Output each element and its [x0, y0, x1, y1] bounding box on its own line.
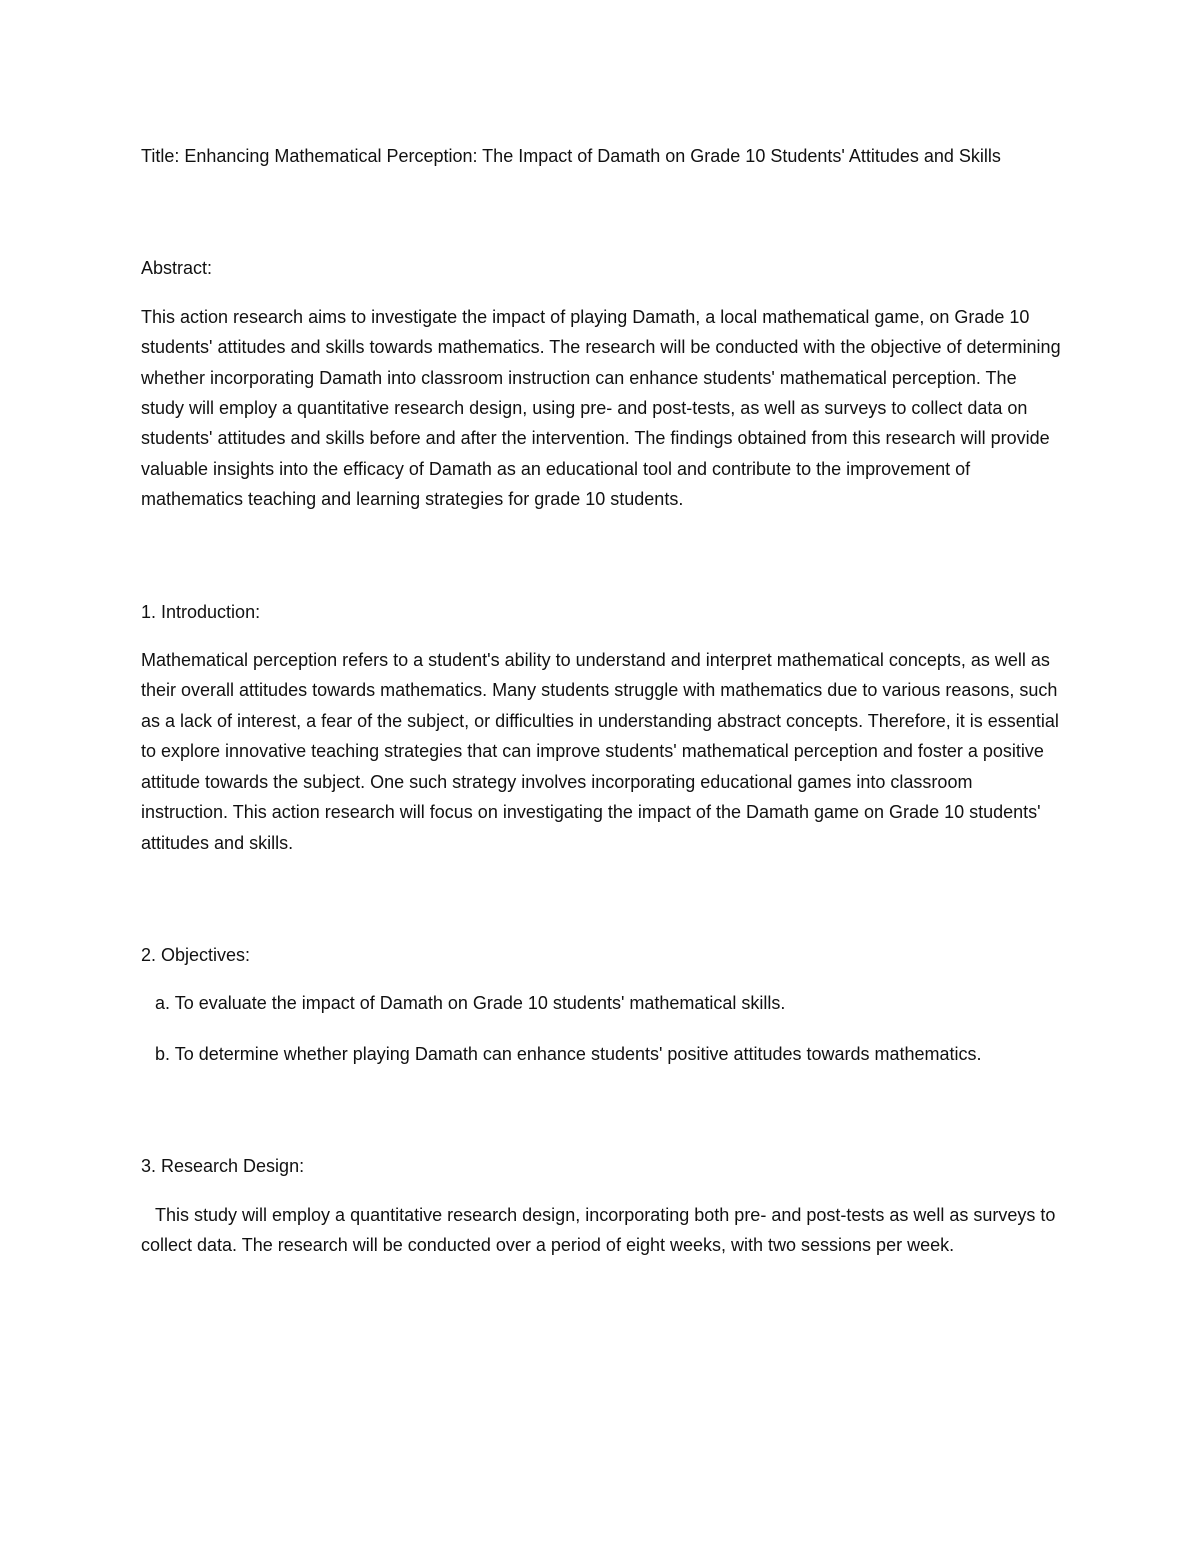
research-design-heading: 3. Research Design: — [141, 1156, 305, 1177]
objective-item-b: b. To determine whether playing Damath can enhance students' positive attitudes towards mathematics. — [155, 1043, 982, 1064]
abstract-text: This action research aims to investigate the impact of playing Damath, a local mathematical game, on Grade 10 students' attitudes and skills towards mathematics. The research will be conducted with the objective of determining whether incorporating Damath into classroom instruction can enhance students' mathematical perception. The study will employ a quantitative research design, using pre- and post-tests, as well as surveys to collect data on students' attitudes and skills before and after the intervention. The findings obtained from this research will provide valuable insights into the efficacy of Damath as an educational tool and contribute to the improvement of mathematics teaching and learning strategies for grade 10 students. — [141, 306, 1061, 510]
objectives-heading: 2. Objectives: — [141, 944, 251, 965]
abstract-heading: Abstract: — [141, 258, 213, 279]
research-design-text: This study will employ a quantitative research design, incorporating both pre- and post-tests as well as surveys to collect data. The research will be conducted over a period of eight weeks, with two sessions per week. — [141, 1204, 1056, 1255]
document-body — [141, 141, 1061, 1260]
introduction-text: Mathematical perception refers to a student's ability to understand and interpret mathematical concepts, as well as their overall attitudes towards mathematics. Many students struggle with mathematics due to various reasons, such as a lack of interest, a fear of the subject, or difficulties in understanding abstract concepts. Therefore, it is essential to explore innovative teaching strategies that can improve students' mathematical perception and foster a positive attitude towards the subject. One such strategy involves incorporating educational games into classroom instruction. This action research will focus on investigating the impact of the Damath game on Grade 10 students' attitudes and skills. — [141, 650, 1059, 853]
document-title: Title: Enhancing Mathematical Perception: The Impact of Damath on Grade 10 Students' Attitudes and Skills — [141, 146, 1001, 166]
objective-item-a: a. To evaluate the impact of Damath on Grade 10 students' mathematical skills. — [155, 993, 786, 1014]
introduction-heading: 1. Introduction: — [141, 601, 261, 622]
